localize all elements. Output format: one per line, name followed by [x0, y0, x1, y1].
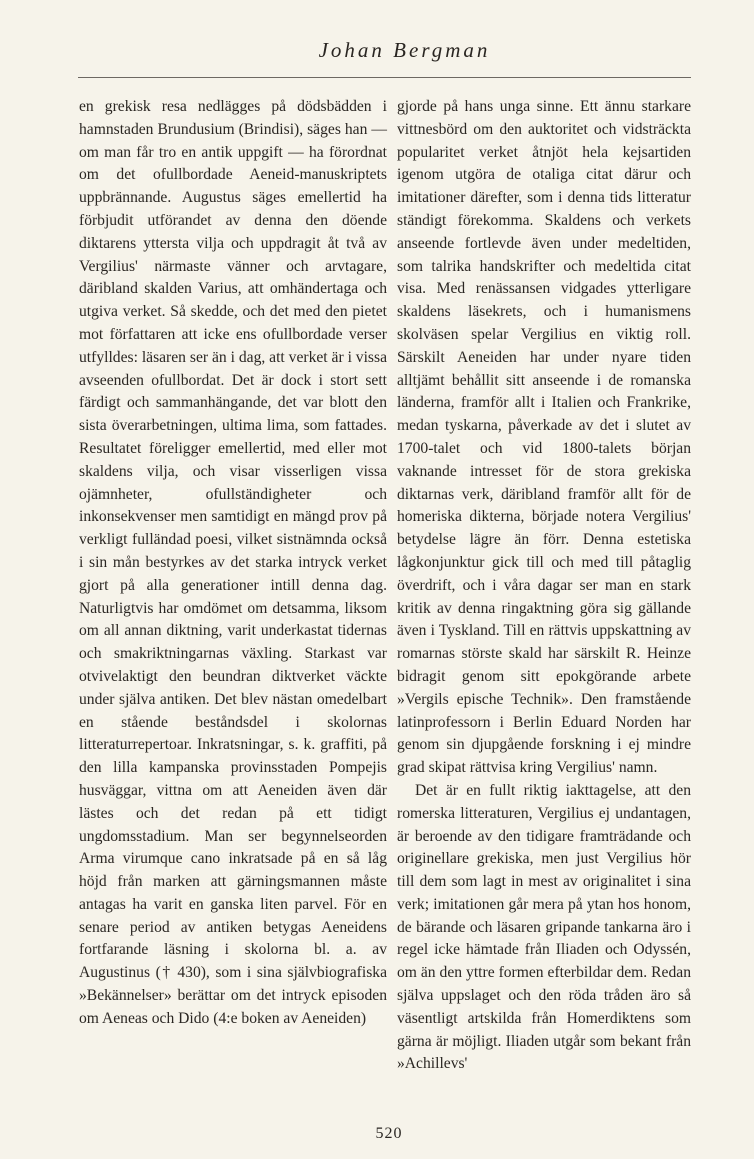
header-title: Johan Bergman	[318, 38, 491, 62]
running-header	[78, 38, 691, 68]
right-column	[397, 96, 691, 1076]
left-paragraph: en grekisk resa nedlägges på dödsbädden i hamnstaden Brundusium (Brindisi), säges han — om man får tro en antik uppgift — ha förordnat om det ofullbordade Aeneid-manuskriptets uppbrännande. Augustus säges emellertid ha förbjudit utförandet av denna den döende diktarens yttersta vilja och uppdragit åt två av Vergilius' närmaste vänner och arvtagare, däribland skalden Varius, att omhändertaga och utgiva verket. Så skedde, och det med den pietet mot författaren att icke ens ofullbordade verser utfylldes: läsaren ser än i dag, att verket är i vissa avseenden ofullbordat. Det är dock i stort sett färdigt och sammanhängande, det var blott den sista överarbetningen, ultima lima, som fattades. Resultatet föreligger emellertid, med eller mot skaldens vilja, och visar visserligen vissa ojämnheter, ofullständigheter och inkonsekvenser men samtidigt en mängd prov på verkligt fulländad poesi, vilket sistnämnda också i sin mån bestyrkes av det starka intryck verket gjort på alla generationer intill denna dag. Naturligtvis har omdömet om detsamma, liksom om all annan diktning, varit underkastat tidernas och smakriktningarnas växling. Starkast var otvivelaktigt den beundran diktverket väckte under själva antiken. Det blev nästan omedelbart en stående beståndsdel i skolornas litteraturrepertoar. Inkratsningar, s. k. graffiti, på den lilla kampanska provinsstaden Pompejis husväggar, vittna om att Aeneiden även där lästes och det redan på ett tidigt ungdomsstadium. Man ser begynnelseorden Arma virumque cano inkratsade på en så låg höjd från marken att gärningsmannen måste antagas ha varit en ganska liten parvel. För en senare period av antiken betygas Aeneidens fortfarande läsning i skolorna bl. a. av Augustinus († 430), som i sina självbiografiska »Bekännelser» berättar om det intryck episoden om Aeneas och Dido (4:e boken av Aeneiden)	[79, 98, 387, 1027]
right-paragraph-1: gjorde på hans unga sinne. Ett ännu starkare vittnesbörd om den auktoritet och vidsträckta popularitet verket åtnjöt hela kejsartiden igenom utgöra de otaliga citat därur och imitationer därefter, som i denna tids litteratur ständigt förekomma. Skaldens och verkets anseende fortlevde även under medeltiden, som talrika handskrifter och medeltida citat visa. Med renässansen vidgades ytterligare skaldens läsekrets, och i humanismens skolväsen spelar Vergilius en viktig roll. Särskilt Aeneiden har under nyare tiden alltjämt behållit sitt anseende i de romanska länderna, framför allt i Italien och Frankrike, medan tyskarna, påverkade av det i slutet av 1700-talet och vid 1800-talets början vaknande intresset för de stora grekiska diktarnas verk, däribland framför allt för de homeriska dikterna, började notera Vergilius' betydelse lägre än förr. Denna estetiska lågkonjunktur gick till och med till påtaglig överdrift, och i våra dagar ser man en stark kritik av denna ringaktning göra sig gällande även i Tyskland. Till en rättvis uppskattning av romarnas störste skald har särskilt R. Heinze bidragit genom sitt epokgörande arbete »Vergils epische Technik». Den framstående latinprofessorn i Berlin Eduard Norden har genom sin djupgående forskning i ej mindre grad skipat rättvisa kring Vergilius' namn.	[397, 98, 691, 777]
page-number-container	[0, 1125, 754, 1143]
page-number: 520	[375, 1125, 403, 1142]
header-rule	[78, 77, 691, 78]
right-paragraph-2: Det är en fullt riktig iakttagelse, att den romerska litteraturen, Vergilius ej undantagen, är beroende av den tidigare framträdande och originellare grekiska, men just Vergilius hör till dem som lagt in mest av originalitet i sina verk; imitationen går mera på ytan hos honom, de bärande och läsaren gripande tankarna äro i regel icke hämtade från Iliaden och Odyssén, om än den yttre formen efterbildar dem. Redan själva uppslaget och den röda tråden äro så väsentligt artskilda från Homerdiktens som gärna är möjligt. Iliaden utgår som bekant från »Achillevs'	[397, 781, 691, 1073]
left-column	[79, 96, 387, 1031]
